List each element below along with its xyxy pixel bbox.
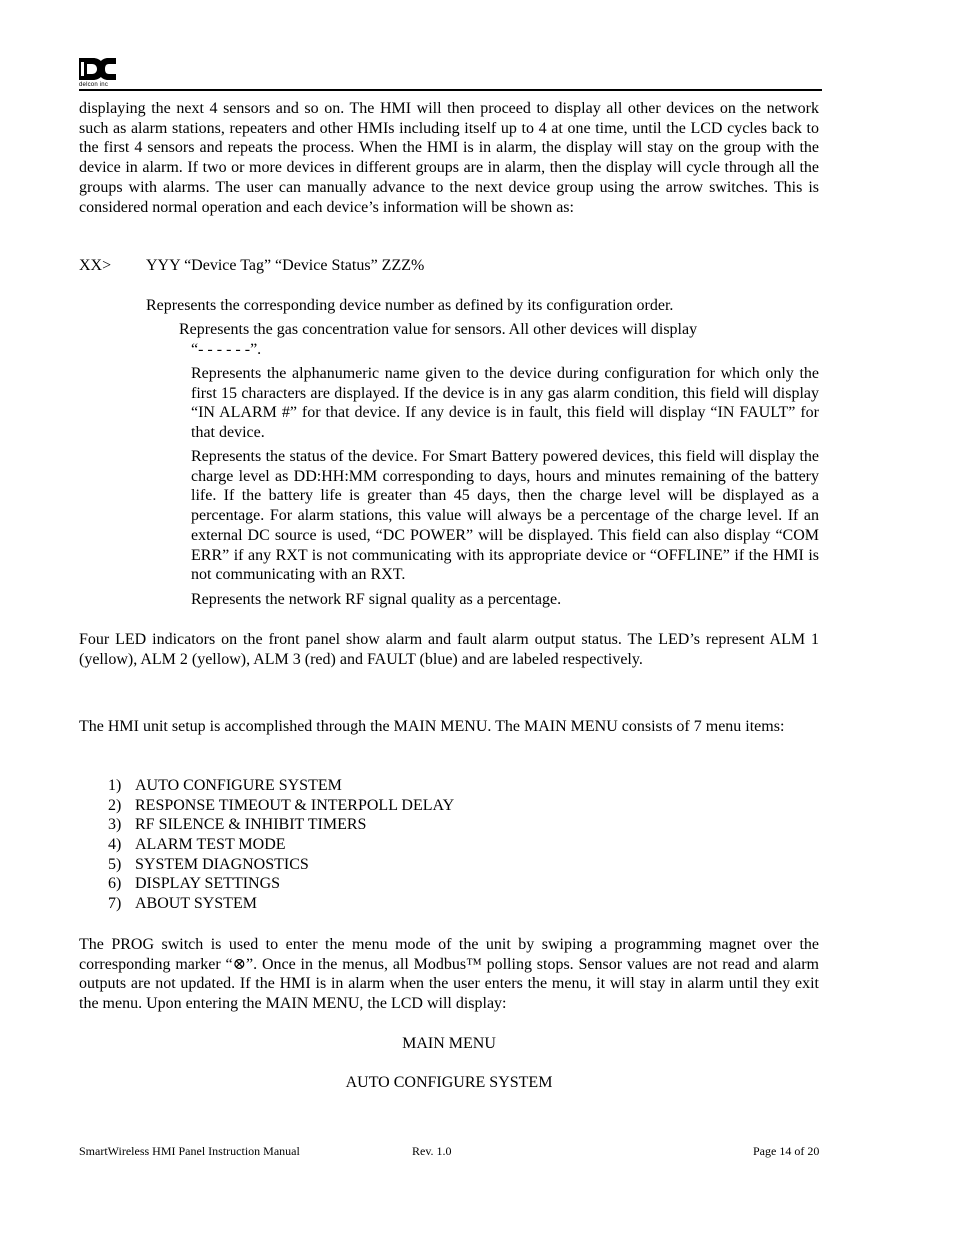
def-device-tag: Represents the alphanumeric name given to the device during configuration for which only the first 15 characters are displayed. If the device is in any gas alarm condition, this field will display “IN ALARM #” for that device. If any device is in fault, this field will display “IN FAULT” for that device. bbox=[191, 365, 819, 442]
list-item-number: 4) bbox=[108, 836, 122, 854]
intro-paragraph: displaying the next 4 sensors and so on. The HMI will then proceed to display all other devices on the network such as alarm stations, repeaters and other HMIs including itself up to 4 at one time, until the LCD cycles back to the first 4 sensors and repeats the process. When the HMI is in alarm, the display will stay on the group with the device in alarm. If two or more devices in different groups are in alarm, then the display will cycle through all the groups with alarms. The user can manually advance to the next device group using the arrow switches. This is considered normal operation and each device’s information will be shown as: bbox=[79, 100, 819, 216]
list-item-label: DISPLAY SETTINGS bbox=[135, 875, 281, 893]
list-item bbox=[79, 815, 454, 835]
list-item-number: 2) bbox=[108, 796, 122, 814]
list-item bbox=[79, 855, 454, 875]
list-item bbox=[79, 776, 454, 796]
list-item bbox=[79, 874, 454, 894]
prog-switch-paragraph: The PROG switch is used to enter the menu mode of the unit by swiping a programming magnet over the corresponding marker “⊗”. Once in the menus, all Modbus™ polling stops. Sensor values are not read and alarm outputs are not updated. If the HMI is in alarm when the user enters the menu, it will stay in alarm until they exit the menu. Upon entering the MAIN MENU, the LCD will display: bbox=[79, 936, 819, 1013]
def-device-status: Represents the status of the device. For Smart Battery powered devices, this field will display the charge level as DD:HH:MM corresponding to days, hours and minutes remaining of the battery life. If the battery life is greater than 45 days, then the charge level will be displayed as a percentage. For alarm stations, this value will always be a percentage of the charge level. If an external DC source is used, “DC POWER” will be displayed. This field can also display “COM ERR” if any RXT is not communicating with its appropriate device or “OFFLINE” if the HMI is not communicating with an RXT. bbox=[191, 448, 819, 584]
def-signal-quality: Represents the network RF signal quality as a percentage. bbox=[191, 591, 562, 608]
list-item-number: 5) bbox=[108, 855, 122, 873]
format-prefix: XX> bbox=[79, 257, 112, 274]
def-gas-value-line1: Represents the gas concentration value for sensors. All other devices will display bbox=[179, 321, 698, 338]
list-item-number: 3) bbox=[108, 816, 122, 834]
format-fields: YYY “Device Tag” “Device Status” ZZZ% bbox=[146, 257, 425, 274]
header-rule bbox=[79, 89, 822, 91]
main-menu-list bbox=[79, 776, 454, 914]
list-item-number: 7) bbox=[108, 895, 122, 913]
logo-caption: delcon inc bbox=[79, 82, 109, 88]
list-item bbox=[79, 835, 454, 855]
footer-page-number: Page 14 of 20 bbox=[753, 1144, 820, 1158]
list-item-label: RESPONSE TIMEOUT & INTERPOLL DELAY bbox=[135, 796, 455, 814]
led-paragraph: Four LED indicators on the front panel show alarm and fault alarm output status. The LED’s represent ALM 1 (yellow), ALM 2 (yellow), ALM 3 (red) and FAULT (blue) and are labeled respectively. bbox=[79, 631, 819, 668]
list-item-label: ALARM TEST MODE bbox=[135, 836, 286, 854]
list-item-number: 1) bbox=[108, 777, 122, 794]
list-item-number: 6) bbox=[108, 875, 122, 893]
lcd-line-2: AUTO CONFIGURE SYSTEM bbox=[345, 1074, 553, 1091]
footer-title: SmartWireless HMI Panel Instruction Manual bbox=[79, 1144, 300, 1158]
menu-intro-paragraph: The HMI unit setup is accomplished through the MAIN MENU. The MAIN MENU consists of 7 menu items: bbox=[79, 718, 785, 735]
list-item-label: RF SILENCE & INHIBIT TIMERS bbox=[135, 816, 367, 834]
list-item-label: AUTO CONFIGURE SYSTEM bbox=[135, 777, 342, 794]
def-device-number: Represents the corresponding device number as defined by its configuration order. bbox=[146, 297, 674, 314]
list-item-label: ABOUT SYSTEM bbox=[135, 895, 257, 913]
list-item bbox=[79, 894, 454, 914]
footer-revision: Rev. 1.0 bbox=[412, 1144, 452, 1158]
lcd-line-1: MAIN MENU bbox=[402, 1035, 496, 1052]
def-gas-value-line2: “- - - - - -”. bbox=[191, 341, 262, 358]
list-item bbox=[79, 796, 454, 816]
list-item-label: SYSTEM DIAGNOSTICS bbox=[135, 855, 309, 873]
